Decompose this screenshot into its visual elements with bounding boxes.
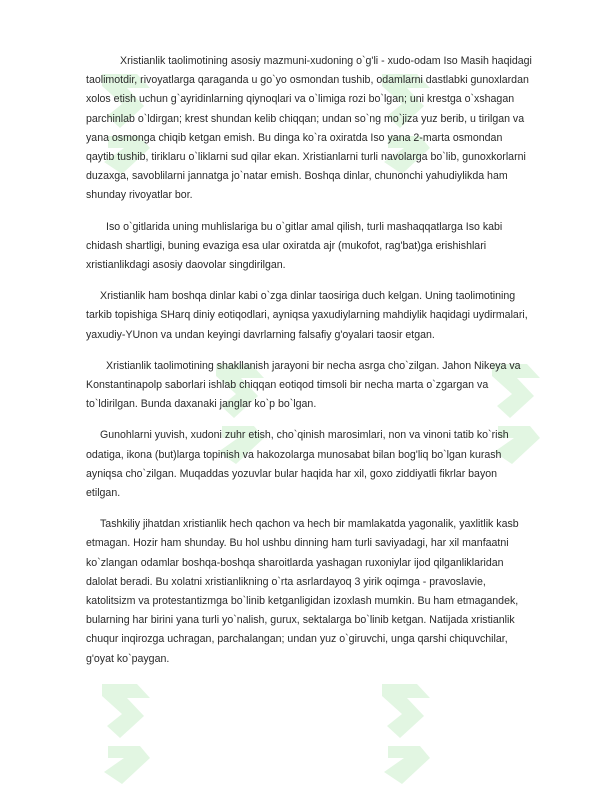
paragraph-6: Tashkiliy jihatdan xristianlik hech qachon va hech bir mamlakatda yagonalik, yaxlitlik kasb etmagan. Hozir ham shunday. Bu hol ushbu dinning ham turli saviyadagi, har xil manfaatni ko`zlangan odamlar boshqa-boshqa sharoitlarda yashagan ruxoniylar ijod qilganliklaridan dalolat beradi. Bu xolatni xristianlikning o`rta asrlardayoq 3 yirik oqimga - pravoslavie, katolitsizm va protestantizmga bo`linib ketganligidan izoxlash mumkin. Bu ham etmagandek, bularning har birini yana turli yo`nalish, gurux, sektalarga bo`linib ketgan. Natijada xristianlik chuqur inqirozga uchragan, parchalangan; undan yuz o`giruvchi, unga qarshi chiquvchilar, g'oyat ko`paygan. (86, 518, 519, 665)
watermark-logo-icon (372, 676, 442, 796)
paragraph-3: Xristianlik ham boshqa dinlar kabi o`zga dinlar taosiriga duch kelgan. Uning taolimotining tarkib topishiga SHarq diniy eotiqodlari, ayniqsa yaxudiylarning mahdiylik haqidagi uydirmalari, yaxudiy-YUnon va undan keyingi davrlarning falsafiy g'oyalari taosir etgan. (86, 290, 528, 341)
paragraph-5: Gunohlarni yuvish, xudoni zuhr etish, cho`qinish marosimlari, non va vinoni tatib ko`rish odatiga, ikona (but)larga topinish va hakozolarga munosabat bilan bog'liq bo`lgan kurash ayniqsa cho`zilgan. Muqaddas yozuvlar bular haqida har xil, goxo ziddiyatli fikrlar bayon etilgan. (86, 429, 509, 500)
paragraph-1: Xristianlik taolimotining asosiy mazmuni-xudoning o`g'li - xudo-odam Iso Masih haqidagi taolimotdir, rivoyatlarga qaraganda u go`yo osmondan tushib, odamlarni dastlabki gunoxlardan xolos etish uchun g`ayridinlarning qiynoqlari va o`limiga rozi bo`lgan; uni krestga o`xshagan parchinlab o`ldirgan; krest shundan kelib chiqqan; undan so`ng mo`jiza yuz berib, u tirilgan va yana osmonga chiqib ketgan emish. Bu dinga ko`ra oxiratda Iso yana 2-marta osmondan qaytib tushib, tiriklaru o`liklarni sud qilar ekan. Xristianlarni turli navolarga bo`lib, gunoxkorlarni duzaxga, savoblilarni jannatga jo`natar emish. Boshqa dinlar, chunonchi yahudiylikda ham shunday rivoyatlar bor. (86, 55, 532, 202)
paragraph-2: Iso o`gitlarida uning muhlislariga bu o`gitlar amal qilish, turli mashaqqatlarga Iso kabi chidash shartligi, buning evaziga esa ular oxiratda ajr (mukofot, rag'bat)ga erishishlari xristianlikdagi asosiy daovolar singdirilgan. (86, 220, 503, 272)
paragraph-4: Xristianlik taolimotining shakllanish jarayoni bir necha asrga cho`zilgan. Jahon Nikeya va Konstantinapolp saborlari ishlab chiqqan eotiqod timsoli bir necha marta o`zgargan va to`ldirilgan. Bunda daxanaki janglar ko`p bo`lgan. (86, 359, 521, 411)
watermark-logo-icon (92, 676, 162, 796)
document-page (86, 52, 532, 681)
